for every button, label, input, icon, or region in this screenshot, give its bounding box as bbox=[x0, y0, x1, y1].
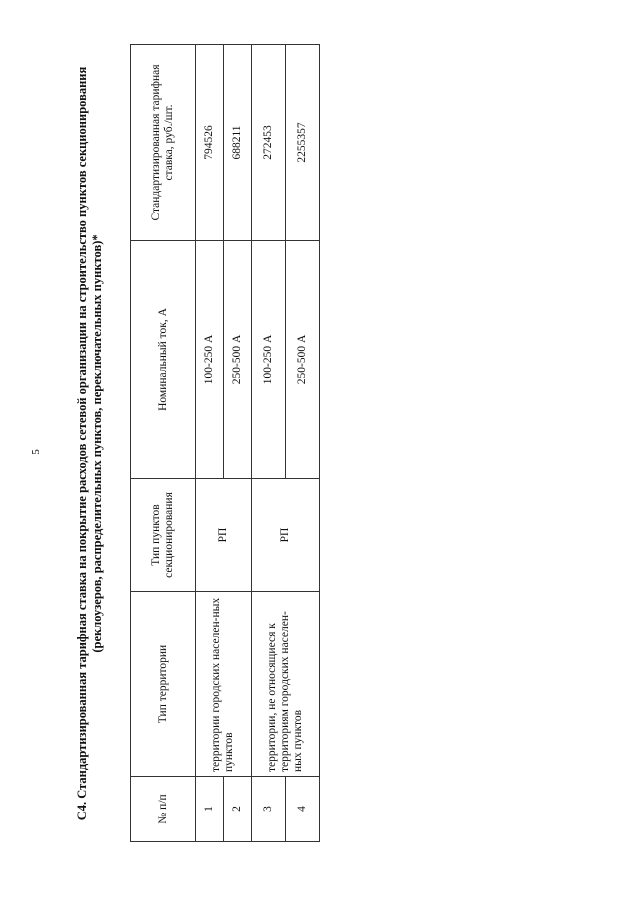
document-title bbox=[75, 45, 105, 842]
cell-territory: территории городских населен-ных пунктов bbox=[196, 592, 252, 777]
cell-current: 100-250 А bbox=[251, 241, 285, 479]
title-line-2: (реклоузеров, распределительных пунктов, переключательных пунктов)* bbox=[90, 234, 104, 653]
table-row bbox=[251, 45, 285, 842]
cell-rate: 2255357 bbox=[285, 45, 319, 241]
title-line-1: С4. Стандартизированная тарифная ставка на покрытие расходов сетевой организации на строительство пунктов секционирования bbox=[75, 66, 89, 821]
cell-current: 250-500 А bbox=[285, 241, 319, 479]
cell-rate: 688211 bbox=[223, 45, 251, 241]
cell-current: 250-500 А bbox=[223, 241, 251, 479]
header-num: № п/п bbox=[131, 777, 196, 842]
cell-type: РП bbox=[251, 479, 319, 592]
cell-rate: 794526 bbox=[196, 45, 224, 241]
cell-territory: территории, не относящиеся к территориям городских населен-ных пунктов bbox=[251, 592, 319, 777]
header-type: Тип пунктов секционирования bbox=[131, 479, 196, 592]
table-header-row bbox=[131, 45, 196, 842]
cell-type: РП bbox=[196, 479, 252, 592]
page-number: 5 bbox=[30, 449, 42, 455]
cell-rate: 272453 bbox=[251, 45, 285, 241]
table-row bbox=[196, 45, 224, 842]
header-rate: Стандартизированная тарифная ставка, руб./шт. bbox=[131, 45, 196, 241]
cell-num: 3 bbox=[251, 777, 285, 842]
cell-num: 4 bbox=[285, 777, 319, 842]
rotated-content bbox=[75, 45, 320, 842]
cell-num: 1 bbox=[196, 777, 224, 842]
cell-current: 100-250 А bbox=[196, 241, 224, 479]
cell-num: 2 bbox=[223, 777, 251, 842]
tariff-table bbox=[130, 44, 320, 842]
header-territory: Тип территории bbox=[131, 592, 196, 777]
header-current: Номинальный ток, А bbox=[131, 241, 196, 479]
